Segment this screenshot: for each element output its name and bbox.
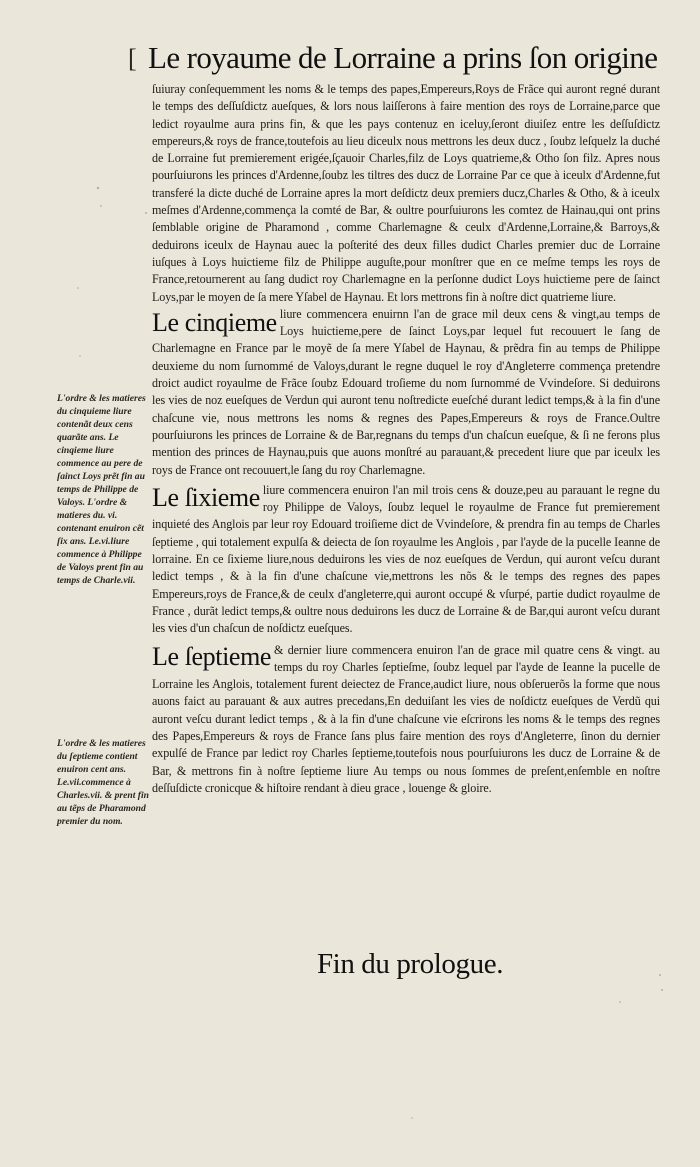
drop-heading-sixth: Le ſixieme [152, 482, 260, 512]
paragraph-seventh-text: & dernier liure commencera enuiron l'an de grace mil quatre cens & vingt. au temps du roy Charles ſeptieſme, ſoubz lequel par l'ayde de Ieanne la pucelle de Lorraine les Anglois, totalement furent deiectez de France,audict liure, nous obſeruerõs la forme que nous auons faict au parauant & aux autres precedans,En deduiſant les vies de noſdictz eueſques de Verdũ qui auront veſcu durant ledict temps , & à la fin d'une chaſcune vie eſcrirons les noms & le temps des regnes des Papes,Empereurs & roys de France ſans plus faire mention des roys d'Angleterre, ſinon du dernier expulſé de France par ledict roy Charles ſeptieme,toutefois nous pourſuiurons les ducz de Lorraine & de Bar, & mettrons fin à noſtre ſeptieme liure Au temps ou nous ſommes de preſent,enſemble en noſtre deſſuſdicte cronicque & hiſtoire rendant à dieu grace , louenge & gloire. [152, 642, 660, 795]
drop-heading-seventh: Le ſeptieme [152, 641, 272, 671]
running-head-title: Le royaume de Lorraine a prins ſon origine [148, 40, 658, 75]
margin-note-book-seven: L'ordre & les matieres du ſeptieme contient enuiron cent ans. Le.vii.commence à Charles.vii. & prent fin au tẽps de Pharamond premier du nom. [57, 738, 149, 827]
paragraph-sixth-text: liure commencera enuiron l'an mil trois cens & douze,peu au parauant le regne du roy Philippe de Valoys, ſoubz lequel le royaulme de France fut premierement inquieté des Anglois par leur roy Edouard troiſieme dict de Vvindeſore, & prendra fin au temps de Charles ſeptieme , qui totalement expulſa & deiecta de ſon royaulme les Anglois , par l'ayde de la pucelle Ieanne de lorraine. En ce ſixieme liure,nous deduirons les vies de noz eueſques de Verdun, qui auront veſcu durant ledict temps , & à la fin d'une chaſcune vie,mettrons les nõs & le temps des regnes des papes Empereurs,roys de France,& de ceulx d'angleterre,qui auront occupé & vſurpé, partie dudict royaulme de France , durãt ledict temps,& oultre nous deduirons les ducz de Lorraine & de Bar,qui auront veſcu durant les vies d'un chaſcun de noſdictz eueſques. [152, 482, 660, 636]
margin-note-books-five-six: L'ordre & les matieres du cinquieme liure contenãt deux cens quarãte ans. Le cinqieme liure commence au pere de ſainct Loys prẽt fin au temps de Philippe de Valoys. L'ordre & matieres du. vi. contenant enuiron cẽt ſix ans. Le.vi.liure commence à Philippe de Valoys prent fin au temps de Charle.vii. [57, 393, 146, 586]
drop-heading-fifth: Le cinqieme [152, 307, 277, 337]
page-edge-mark: [ [128, 44, 137, 73]
paragraph-fifth-text: liure commencera enuirnn l'an de grace mil deux cens & vingt,au temps de Loys huictieme,pere de ſainct Loys,par lequel fut recouuert le ſang de Charlemagne en France par le moyẽ de ſa mere Yſabel de Haynau, & prẽdra fin au temps de Philippe deuxieme du nom ſurnommé de Valoys,durant le regne duquel le roy d'Angleterre commença pretendre droict audict royaulme de Frãce ſoubz Edouard troſieme du nom ſurnommé de Vvindeſore. Si deduirons les vies de noz eueſques de Verdun qui auront tenu noſtredicte eueſché durant ledict temps,& à la fin d'une chaſcune vie, nous mettrons les noms & regnes des Papes,Empereurs & roys de France.Oultre pourſuiurons les princes de Lorraine & de Bar,regnans du temps d'un chaſcun eueſque, & ſi ne ferons plus mention des princes de Haynau,puis que auons monſtré au parauant,& precedent liure que par iceulx les roys de France ont recouuert,le ſang du roy Charlemagne. [152, 306, 660, 477]
paragraph-intro: ſuiuray conſequemment les noms & le temps des papes,Empereurs,Roys de Frãce qui auront regné durant le temps des deſſuſdictz aueſques, & lors nous laiſſerons à faire mention des roys de Lorraine,parce que ledict royaulme aura prins fin, & que les pays contenuz en iceluy,ſeront diuiſez entre les deſſuſdictz empereurs,& roys de france,toutefois au lieu diceulx nous mettrons les deux ducz , ſoubz leſquelz la duché de Lorraine fut premierement erigée,ſçauoir Charles,filz de Loys quatrieme,& Otho ſon filz. Apres nous pourſuiurons les princes d'Ardenne,ſoubz les tiltres des ducz de Lorraine Par ce que à iceulx d'Ardenne,fut transferé la dicte duché de Lorraine apres la mort deſdictz deux premiers ducz,Charles & Otho, & à iceulx meſmes d'Ardenne,commença la comté de Bar, & oultre pourſuiurons les comtez de Hainau,qui ont prins ſemblable origine de Pharamond , comme Charlemagne & ceulx d'Ardenne,Lorraine,& Barroys,& deduirons iceulx de Haynau auec la poſterité des deux filles dudict Charles premier duc de Lorraine iuſques à Loys huictieme filz de Philippe auguſte,pour monſtrer que en ce meſme temps les roys de France,retournerent au ſang dudict roy Charlemagne en la perſonne dudict Loys huictieme pere de ſainct Loys,par le moyen de ſa mere Yſabel de Haynau. Et lors mettrons fin à noſtre dict quatrieme liure. [152, 82, 660, 304]
prologue-body [152, 81, 660, 797]
finis-line: Fin du prologue. [316, 948, 504, 980]
paragraph-sixth-book [152, 482, 660, 638]
paragraph-fifth-book [152, 306, 660, 479]
paragraph-seventh-book [152, 642, 660, 798]
